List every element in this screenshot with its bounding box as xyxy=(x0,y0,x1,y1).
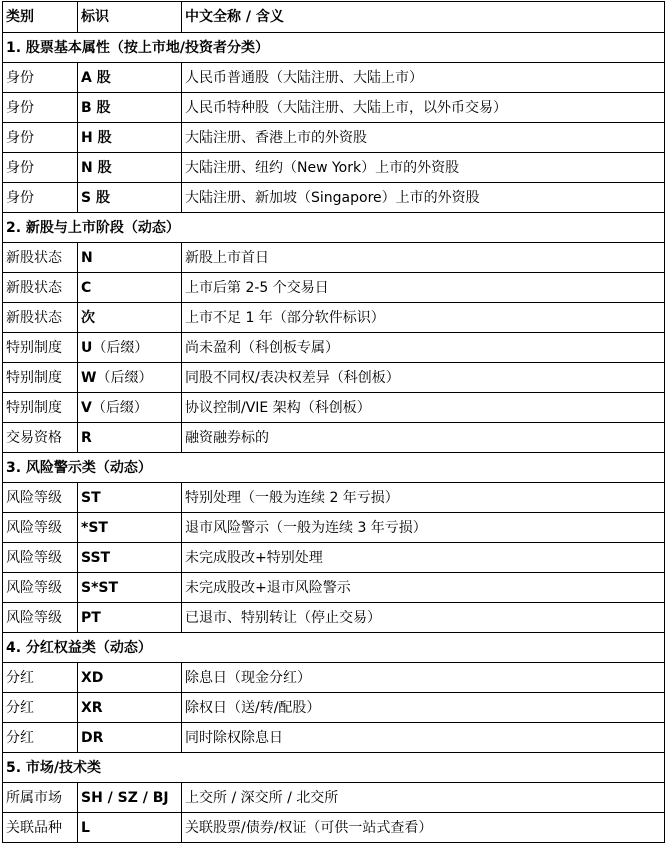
meaning-cell: 上市后第 2-5 个交易日 xyxy=(182,273,665,303)
table-row xyxy=(3,153,665,183)
code-label: SST xyxy=(81,549,111,566)
code-label: XR xyxy=(81,699,103,716)
meaning-cell: 已退市、特别转让（停止交易） xyxy=(182,603,665,633)
category-cell: 关联品种 xyxy=(3,813,78,843)
table-row xyxy=(3,63,665,93)
code-cell xyxy=(78,153,182,183)
table-row xyxy=(3,723,665,753)
code-label: *ST xyxy=(81,519,108,536)
section-row xyxy=(3,633,665,663)
table-row xyxy=(3,693,665,723)
code-suffix: （后缀） xyxy=(91,399,148,416)
code-label: S 股 xyxy=(81,189,110,206)
table-row xyxy=(3,573,665,603)
code-label: L xyxy=(81,819,90,836)
section-row xyxy=(3,753,665,783)
category-cell: 分红 xyxy=(3,693,78,723)
table-row xyxy=(3,243,665,273)
code-label: N 股 xyxy=(81,159,112,176)
meaning-cell: 关联股票/债券/权证（可供一站式查看） xyxy=(182,813,665,843)
table-row xyxy=(3,783,665,813)
code-cell xyxy=(78,243,182,273)
code-cell xyxy=(78,63,182,93)
table-row xyxy=(3,333,665,363)
table-body xyxy=(3,2,665,843)
category-cell: 新股状态 xyxy=(3,273,78,303)
code-cell xyxy=(78,573,182,603)
table-row xyxy=(3,273,665,303)
category-cell: 特别制度 xyxy=(3,393,78,423)
meaning-cell: 上交所 / 深交所 / 北交所 xyxy=(182,783,665,813)
code-cell xyxy=(78,483,182,513)
code-cell xyxy=(78,513,182,543)
category-cell: 风险等级 xyxy=(3,513,78,543)
meaning-cell: 上市不足 1 年（部分软件标识） xyxy=(182,303,665,333)
meaning-cell: 除息日（现金分红） xyxy=(182,663,665,693)
table-row xyxy=(3,123,665,153)
meaning-cell: 人民币特种股（大陆注册、大陆上市，以外币交易） xyxy=(182,93,665,123)
meaning-cell: 大陆注册、纽约（New York）上市的外资股 xyxy=(182,153,665,183)
code-cell xyxy=(78,663,182,693)
table-row xyxy=(3,813,665,843)
code-label: U xyxy=(81,339,93,356)
table-row xyxy=(3,93,665,123)
code-cell xyxy=(78,603,182,633)
meaning-cell: 特别处理（一般为连续 2 年亏损） xyxy=(182,483,665,513)
header-meaning: 中文全称 / 含义 xyxy=(182,2,665,33)
table-row xyxy=(3,303,665,333)
code-cell xyxy=(78,423,182,453)
meaning-cell: 大陆注册、香港上市的外资股 xyxy=(182,123,665,153)
category-cell: 身份 xyxy=(3,63,78,93)
section-row xyxy=(3,33,665,63)
section-title: 4. 分红权益类（动态） xyxy=(3,633,665,663)
header-code: 标识 xyxy=(78,2,182,33)
code-label: PT xyxy=(81,609,101,626)
category-cell: 分红 xyxy=(3,723,78,753)
code-cell xyxy=(78,273,182,303)
category-cell: 身份 xyxy=(3,153,78,183)
code-label: N xyxy=(81,249,93,266)
meaning-cell: 同股不同权/表决权差异（科创板） xyxy=(182,363,665,393)
category-cell: 新股状态 xyxy=(3,243,78,273)
code-label: XD xyxy=(81,669,104,686)
category-cell: 所属市场 xyxy=(3,783,78,813)
section-title: 3. 风险警示类（动态） xyxy=(3,453,665,483)
code-label: S*ST xyxy=(81,579,119,596)
meaning-cell: 新股上市首日 xyxy=(182,243,665,273)
code-cell xyxy=(78,813,182,843)
table-row xyxy=(3,483,665,513)
code-cell xyxy=(78,783,182,813)
category-cell: 身份 xyxy=(3,93,78,123)
code-label: B 股 xyxy=(81,99,111,116)
section-title: 5. 市场/技术类 xyxy=(3,753,665,783)
table-row xyxy=(3,183,665,213)
code-label: R xyxy=(81,429,92,446)
code-cell xyxy=(78,723,182,753)
code-cell xyxy=(78,303,182,333)
meaning-cell: 退市风险警示（一般为连续 3 年亏损） xyxy=(182,513,665,543)
category-cell: 风险等级 xyxy=(3,573,78,603)
code-label: DR xyxy=(81,729,104,746)
section-row xyxy=(3,453,665,483)
category-cell: 身份 xyxy=(3,123,78,153)
table-row xyxy=(3,543,665,573)
table-row xyxy=(3,663,665,693)
category-cell: 风险等级 xyxy=(3,483,78,513)
category-cell: 交易资格 xyxy=(3,423,78,453)
code-label: SH / SZ / BJ xyxy=(81,789,169,806)
code-label: H 股 xyxy=(81,129,112,146)
code-cell xyxy=(78,693,182,723)
category-cell: 风险等级 xyxy=(3,603,78,633)
table-row xyxy=(3,363,665,393)
header-category: 类别 xyxy=(3,2,78,33)
code-cell xyxy=(78,543,182,573)
code-label: 次 xyxy=(81,309,95,326)
category-cell: 风险等级 xyxy=(3,543,78,573)
code-suffix: （后缀） xyxy=(96,369,153,386)
meaning-cell: 融资融券标的 xyxy=(182,423,665,453)
code-label: C xyxy=(81,279,92,296)
code-cell xyxy=(78,183,182,213)
meaning-cell: 大陆注册、新加坡（Singapore）上市的外资股 xyxy=(182,183,665,213)
table-row xyxy=(3,513,665,543)
meaning-cell: 人民币普通股（大陆注册、大陆上市） xyxy=(182,63,665,93)
code-cell xyxy=(78,123,182,153)
category-cell: 身份 xyxy=(3,183,78,213)
section-title: 2. 新股与上市阶段（动态） xyxy=(3,213,665,243)
meaning-cell: 协议控制/VIE 架构（科创板） xyxy=(182,393,665,423)
meaning-cell: 尚未盈利（科创板专属） xyxy=(182,333,665,363)
table-row xyxy=(3,423,665,453)
category-cell: 特别制度 xyxy=(3,333,78,363)
section-row xyxy=(3,213,665,243)
stock-code-table xyxy=(2,1,665,843)
meaning-cell: 同时除权除息日 xyxy=(182,723,665,753)
code-cell xyxy=(78,363,182,393)
code-cell xyxy=(78,333,182,363)
section-title: 1. 股票基本属性（按上市地/投资者分类） xyxy=(3,33,665,63)
code-cell xyxy=(78,93,182,123)
category-cell: 新股状态 xyxy=(3,303,78,333)
table-row xyxy=(3,393,665,423)
category-cell: 分红 xyxy=(3,663,78,693)
code-label: V xyxy=(81,399,92,416)
code-label: A 股 xyxy=(81,69,111,86)
table-row xyxy=(3,603,665,633)
category-cell: 特别制度 xyxy=(3,363,78,393)
meaning-cell: 除权日（送/转/配股） xyxy=(182,693,665,723)
meaning-cell: 未完成股改+特别处理 xyxy=(182,543,665,573)
code-cell xyxy=(78,393,182,423)
code-suffix: （后缀） xyxy=(92,339,149,356)
meaning-cell: 未完成股改+退市风险警示 xyxy=(182,573,665,603)
header-row xyxy=(3,2,665,33)
code-label: ST xyxy=(81,489,101,506)
code-label: W xyxy=(81,369,97,386)
